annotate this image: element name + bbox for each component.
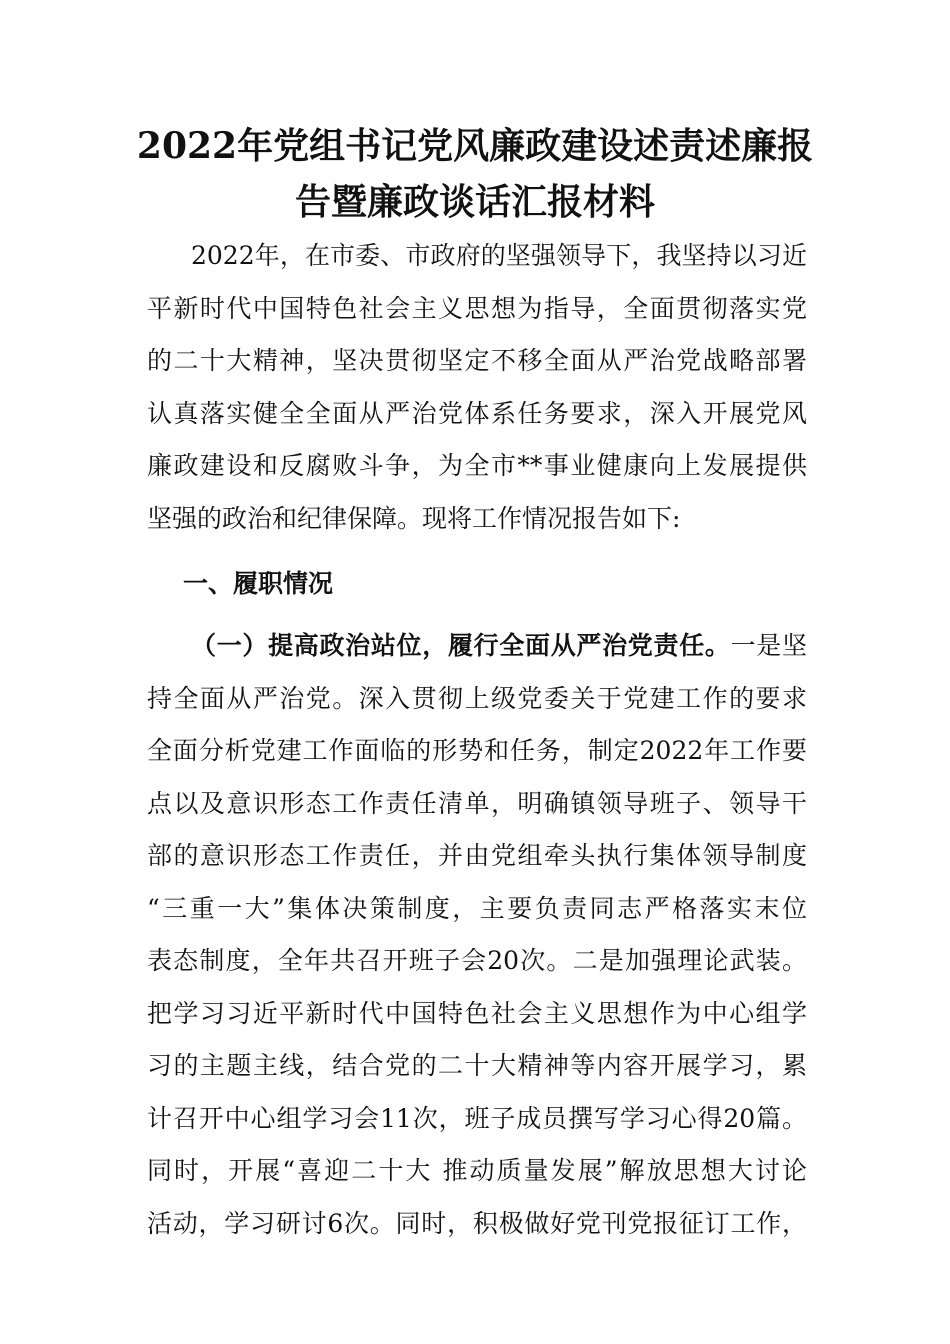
subsection-line-5: 部的意识形态工作责任，并由党组牵头执行集体领导制度	[147, 841, 807, 870]
section-heading-block	[147, 558, 807, 611]
title-line-1: 2022年党组书记党风廉政建设述责述廉报	[136, 125, 814, 167]
subsection-line-7: 表态制度，全年共召开班子会20次。二是加强理论武装。	[147, 946, 807, 975]
intro-line-1: 2022年，在市委、市政府的坚强领导下，我坚持以习近	[191, 241, 807, 270]
subsection-line-10: 计召开中心组学习会11次，班子成员撰写学习心得20篇。	[147, 1103, 807, 1133]
section-heading: 一、履职情况	[183, 569, 334, 598]
subsection-line-6: “三重一大”集体决策制度，主要负责同志严格落实末位	[147, 893, 807, 923]
document-title	[100, 118, 850, 230]
intro-line-6: 坚强的政治和纪律保障。现将工作情况报告如下:	[147, 503, 681, 533]
subsection-line-8: 把学习习近平新时代中国特色社会主义思想作为中心组学	[147, 998, 807, 1028]
intro-paragraph	[147, 230, 807, 545]
subsection-lead: （一）提高政治站位，履行全面从严治党责任。	[191, 631, 731, 660]
subsection-line-11: 同时，开展“喜迎二十大 推动质量发展”解放思想大讨论	[147, 1156, 807, 1185]
subsection-line-3: 全面分析党建工作面临的形势和任务，制定2022年工作要	[147, 736, 807, 765]
title-line-2: 告暨廉政谈话汇报材料	[294, 181, 655, 223]
intro-line-3: 的二十大精神，坚决贯彻坚定不移全面从严治党战略部署	[147, 346, 807, 375]
subsection-lead-rest: 一是坚	[730, 631, 807, 660]
subsection-line-12: 活动，学习研讨6次。同时，积极做好党刊党报征订工作，	[147, 1208, 807, 1238]
intro-line-4: 认真落实健全全面从严治党体系任务要求，深入开展党风	[147, 398, 807, 428]
intro-line-5: 廉政建设和反腐败斗争，为全市**事业健康向上发展提供	[147, 451, 807, 480]
subsection-paragraph	[147, 620, 807, 1250]
subsection-line-9: 习的主题主线，结合党的二十大精神等内容开展学习，累	[147, 1051, 807, 1080]
intro-line-2: 平新时代中国特色社会主义思想为指导，全面贯彻落实党	[147, 293, 807, 323]
subsection-line-2: 持全面从严治党。深入贯彻上级党委关于党建工作的要求	[147, 683, 807, 713]
subsection-line-1	[147, 620, 807, 673]
subsection-line-4: 点以及意识形态工作责任清单，明确镇领导班子、领导干	[147, 788, 807, 818]
